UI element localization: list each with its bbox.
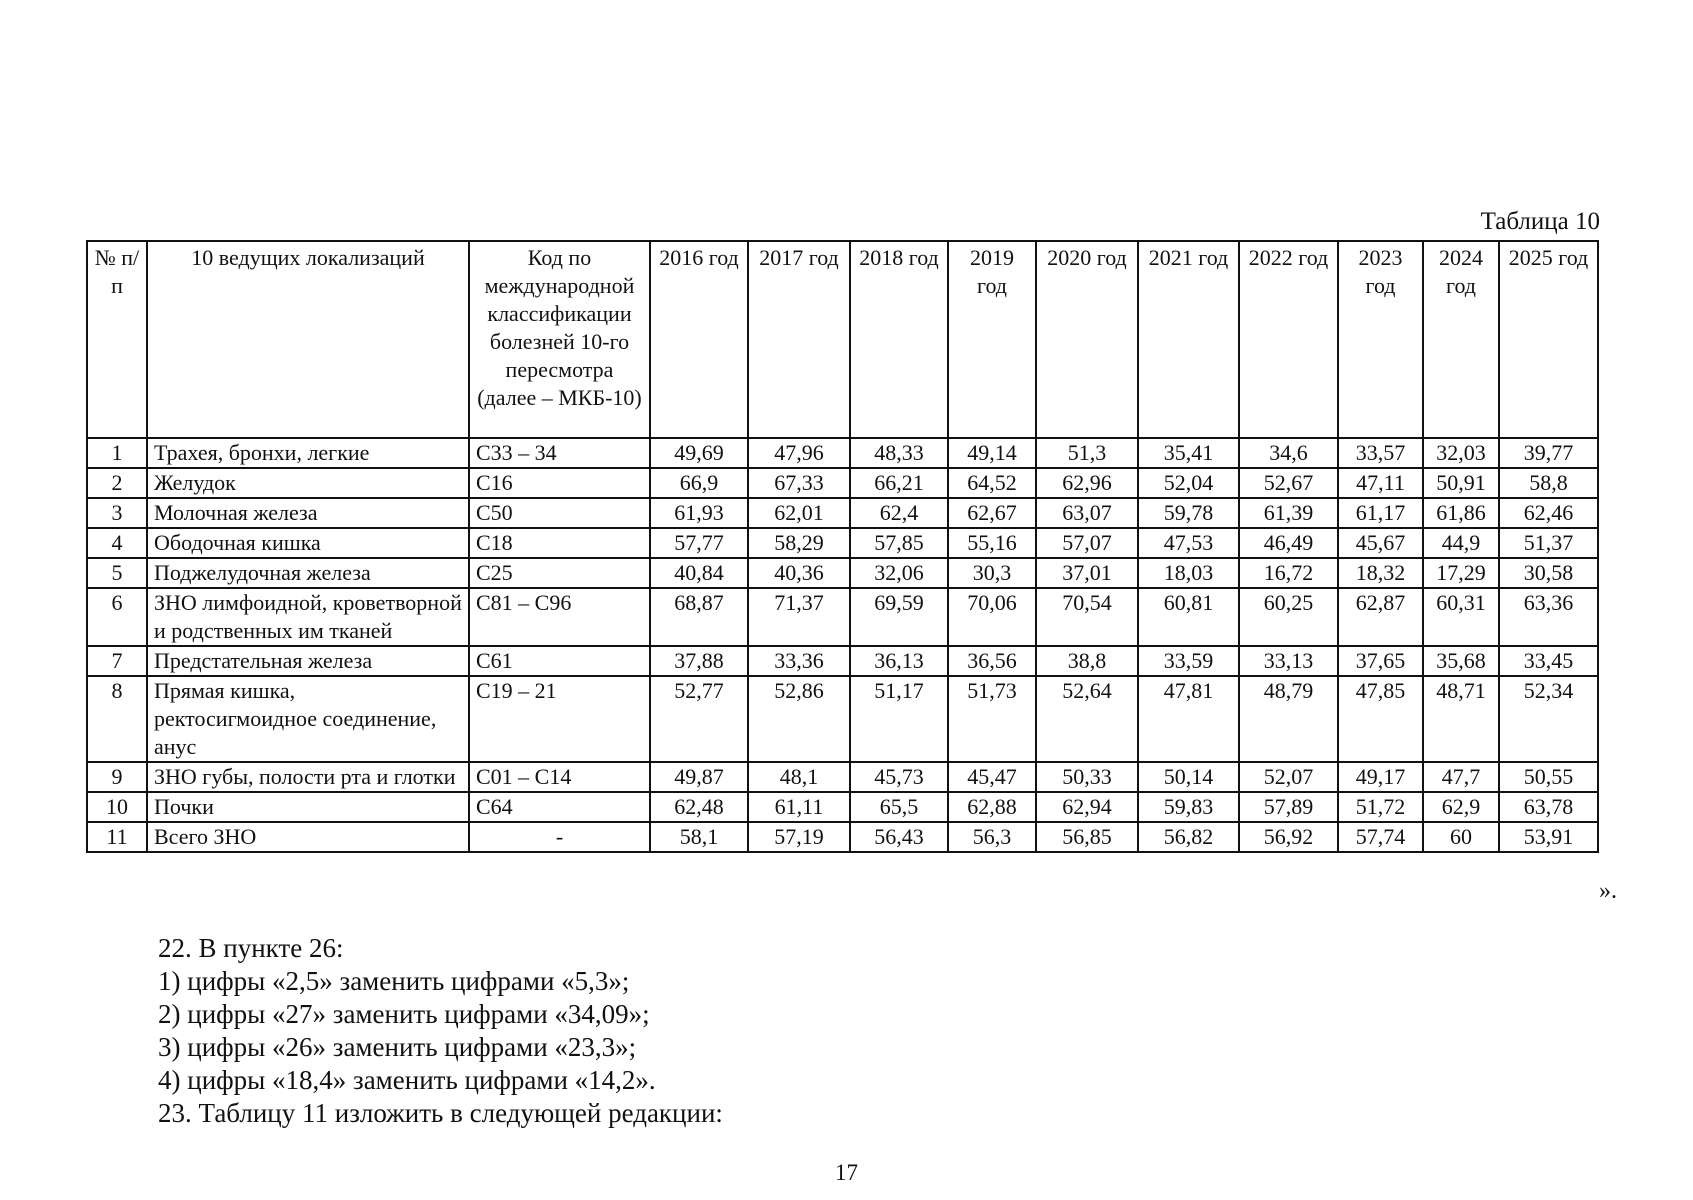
value-cell: 45,73 xyxy=(850,762,948,792)
localization-cell: Предстательная железа xyxy=(147,646,469,676)
value-cell: 40,36 xyxy=(748,558,850,588)
value-cell: 63,36 xyxy=(1499,588,1598,646)
header-cell: 2024 год xyxy=(1423,241,1499,438)
value-cell: 30,3 xyxy=(948,558,1036,588)
icd-code-cell: С25 xyxy=(469,558,650,588)
value-cell: 48,33 xyxy=(850,438,948,468)
value-cell: 60,31 xyxy=(1423,588,1499,646)
value-cell: 16,72 xyxy=(1239,558,1338,588)
value-cell: 17,29 xyxy=(1423,558,1499,588)
value-cell: 35,68 xyxy=(1423,646,1499,676)
value-cell: 66,21 xyxy=(850,468,948,498)
row-number-cell: 3 xyxy=(87,498,147,528)
value-cell: 46,49 xyxy=(1239,528,1338,558)
value-cell: 57,85 xyxy=(850,528,948,558)
value-cell: 63,07 xyxy=(1036,498,1138,528)
value-cell: 57,89 xyxy=(1239,792,1338,822)
value-cell: 34,6 xyxy=(1239,438,1338,468)
table-caption: Таблица 10 xyxy=(1480,208,1600,235)
value-cell: 70,06 xyxy=(948,588,1036,646)
table-row xyxy=(87,762,1598,792)
value-cell: 48,79 xyxy=(1239,676,1338,762)
value-cell: 57,74 xyxy=(1338,822,1423,852)
value-cell: 37,01 xyxy=(1036,558,1138,588)
value-cell: 51,3 xyxy=(1036,438,1138,468)
localization-cell: Всего ЗНО xyxy=(147,822,469,852)
closing-quote: ». xyxy=(1599,878,1617,904)
value-cell: 69,59 xyxy=(850,588,948,646)
localization-cell: Ободочная кишка xyxy=(147,528,469,558)
value-cell: 57,19 xyxy=(748,822,850,852)
value-cell: 35,41 xyxy=(1138,438,1239,468)
table-row xyxy=(87,528,1598,558)
value-cell: 63,78 xyxy=(1499,792,1598,822)
icd-code-cell: С64 xyxy=(469,792,650,822)
value-cell: 47,96 xyxy=(748,438,850,468)
value-cell: 60 xyxy=(1423,822,1499,852)
table-row xyxy=(87,676,1598,762)
row-number-cell: 6 xyxy=(87,588,147,646)
data-table xyxy=(86,240,1599,853)
header-cell: 10 ведущих локализаций xyxy=(147,241,469,438)
value-cell: 65,5 xyxy=(850,792,948,822)
localization-cell: Прямая кишка, ректосигмоидное соединение, анус xyxy=(147,676,469,762)
value-cell: 51,72 xyxy=(1338,792,1423,822)
value-cell: 18,03 xyxy=(1138,558,1239,588)
icd-code-cell: С81 – С96 xyxy=(469,588,650,646)
value-cell: 47,81 xyxy=(1138,676,1239,762)
value-cell: 52,67 xyxy=(1239,468,1338,498)
table-row xyxy=(87,822,1598,852)
value-cell: 64,52 xyxy=(948,468,1036,498)
value-cell: 62,67 xyxy=(948,498,1036,528)
value-cell: 33,59 xyxy=(1138,646,1239,676)
table-body xyxy=(87,438,1598,852)
value-cell: 47,53 xyxy=(1138,528,1239,558)
value-cell: 51,37 xyxy=(1499,528,1598,558)
table-header-row xyxy=(87,241,1598,438)
value-cell: 49,87 xyxy=(650,762,748,792)
value-cell: 62,01 xyxy=(748,498,850,528)
value-cell: 67,33 xyxy=(748,468,850,498)
header-cell: 2023 год xyxy=(1338,241,1423,438)
row-number-cell: 9 xyxy=(87,762,147,792)
value-cell: 45,67 xyxy=(1338,528,1423,558)
paragraph: 1) цифры «2,5» заменить цифрами «5,3»; xyxy=(158,966,630,996)
value-cell: 56,92 xyxy=(1239,822,1338,852)
value-cell: 18,32 xyxy=(1338,558,1423,588)
localization-cell: ЗНО лимфоидной, кроветворной и родственных им тканей xyxy=(147,588,469,646)
localization-cell: Молочная железа xyxy=(147,498,469,528)
value-cell: 52,77 xyxy=(650,676,748,762)
value-cell: 45,47 xyxy=(948,762,1036,792)
value-cell: 56,85 xyxy=(1036,822,1138,852)
value-cell: 52,64 xyxy=(1036,676,1138,762)
value-cell: 66,9 xyxy=(650,468,748,498)
value-cell: 33,36 xyxy=(748,646,850,676)
value-cell: 62,4 xyxy=(850,498,948,528)
value-cell: 58,1 xyxy=(650,822,748,852)
value-cell: 62,46 xyxy=(1499,498,1598,528)
value-cell: 57,07 xyxy=(1036,528,1138,558)
row-number-cell: 11 xyxy=(87,822,147,852)
value-cell: 49,69 xyxy=(650,438,748,468)
icd-code-cell: С01 – С14 xyxy=(469,762,650,792)
value-cell: 56,82 xyxy=(1138,822,1239,852)
table-row xyxy=(87,468,1598,498)
row-number-cell: 4 xyxy=(87,528,147,558)
value-cell: 32,03 xyxy=(1423,438,1499,468)
value-cell: 33,45 xyxy=(1499,646,1598,676)
value-cell: 50,91 xyxy=(1423,468,1499,498)
value-cell: 40,84 xyxy=(650,558,748,588)
value-cell: 49,14 xyxy=(948,438,1036,468)
header-cell: Код по международной классификации болезней 10-го пересмотра (далее – МКБ-10) xyxy=(469,241,650,438)
row-number-cell: 7 xyxy=(87,646,147,676)
row-number-cell: 8 xyxy=(87,676,147,762)
value-cell: 71,37 xyxy=(748,588,850,646)
page-number: 17 xyxy=(835,1160,858,1185)
localization-cell: ЗНО губы, полости рта и глотки xyxy=(147,762,469,792)
value-cell: 60,81 xyxy=(1138,588,1239,646)
localization-cell: Трахея, бронхи, легкие xyxy=(147,438,469,468)
value-cell: 36,56 xyxy=(948,646,1036,676)
value-cell: 39,77 xyxy=(1499,438,1598,468)
localization-cell: Желудок xyxy=(147,468,469,498)
table-row xyxy=(87,646,1598,676)
header-cell: № п/п xyxy=(87,241,147,438)
value-cell: 55,16 xyxy=(948,528,1036,558)
value-cell: 47,85 xyxy=(1338,676,1423,762)
value-cell: 47,7 xyxy=(1423,762,1499,792)
value-cell: 37,88 xyxy=(650,646,748,676)
header-cell: 2022 год xyxy=(1239,241,1338,438)
table-row xyxy=(87,588,1598,646)
value-cell: 62,96 xyxy=(1036,468,1138,498)
value-cell: 52,07 xyxy=(1239,762,1338,792)
header-cell: 2021 год xyxy=(1138,241,1239,438)
paragraph: 3) цифры «26» заменить цифрами «23,3»; xyxy=(158,1032,637,1062)
value-cell: 58,8 xyxy=(1499,468,1598,498)
value-cell: 51,17 xyxy=(850,676,948,762)
value-cell: 62,87 xyxy=(1338,588,1423,646)
localization-cell: Почки xyxy=(147,792,469,822)
value-cell: 51,73 xyxy=(948,676,1036,762)
table-container xyxy=(86,240,1599,853)
value-cell: 38,8 xyxy=(1036,646,1138,676)
value-cell: 36,13 xyxy=(850,646,948,676)
value-cell: 62,94 xyxy=(1036,792,1138,822)
header-cell: 2019 год xyxy=(948,241,1036,438)
header-cell: 2020 год xyxy=(1036,241,1138,438)
value-cell: 70,54 xyxy=(1036,588,1138,646)
value-cell: 50,55 xyxy=(1499,762,1598,792)
value-cell: 61,11 xyxy=(748,792,850,822)
value-cell: 53,91 xyxy=(1499,822,1598,852)
paragraph: 2) цифры «27» заменить цифрами «34,09»; xyxy=(158,999,650,1029)
row-number-cell: 1 xyxy=(87,438,147,468)
value-cell: 30,58 xyxy=(1499,558,1598,588)
header-cell: 2016 год xyxy=(650,241,748,438)
paragraph: 22. В пункте 26: xyxy=(158,933,344,963)
icd-code-cell: С19 – 21 xyxy=(469,676,650,762)
value-cell: 50,33 xyxy=(1036,762,1138,792)
icd-code-cell: С33 – 34 xyxy=(469,438,650,468)
value-cell: 37,65 xyxy=(1338,646,1423,676)
value-cell: 62,88 xyxy=(948,792,1036,822)
value-cell: 60,25 xyxy=(1239,588,1338,646)
value-cell: 52,34 xyxy=(1499,676,1598,762)
header-cell: 2017 год xyxy=(748,241,850,438)
table-row xyxy=(87,558,1598,588)
value-cell: 61,93 xyxy=(650,498,748,528)
value-cell: 61,39 xyxy=(1239,498,1338,528)
header-cell: 2025 год xyxy=(1499,241,1598,438)
value-cell: 56,3 xyxy=(948,822,1036,852)
paragraph: 4) цифры «18,4» заменить цифрами «14,2». xyxy=(158,1065,656,1095)
localization-cell: Поджелудочная железа xyxy=(147,558,469,588)
value-cell: 49,17 xyxy=(1338,762,1423,792)
value-cell: 62,48 xyxy=(650,792,748,822)
value-cell: 33,13 xyxy=(1239,646,1338,676)
icd-code-cell: С50 xyxy=(469,498,650,528)
value-cell: 59,78 xyxy=(1138,498,1239,528)
value-cell: 58,29 xyxy=(748,528,850,558)
value-cell: 44,9 xyxy=(1423,528,1499,558)
icd-code-cell: С18 xyxy=(469,528,650,558)
row-number-cell: 10 xyxy=(87,792,147,822)
row-number-cell: 2 xyxy=(87,468,147,498)
value-cell: 68,87 xyxy=(650,588,748,646)
value-cell: 61,17 xyxy=(1338,498,1423,528)
header-cell: 2018 год xyxy=(850,241,948,438)
value-cell: 50,14 xyxy=(1138,762,1239,792)
table-row xyxy=(87,498,1598,528)
value-cell: 48,71 xyxy=(1423,676,1499,762)
icd-code-cell: - xyxy=(469,822,650,852)
icd-code-cell: С61 xyxy=(469,646,650,676)
table-row xyxy=(87,438,1598,468)
value-cell: 52,86 xyxy=(748,676,850,762)
value-cell: 59,83 xyxy=(1138,792,1239,822)
value-cell: 47,11 xyxy=(1338,468,1423,498)
table-row xyxy=(87,792,1598,822)
value-cell: 56,43 xyxy=(850,822,948,852)
value-cell: 61,86 xyxy=(1423,498,1499,528)
icd-code-cell: С16 xyxy=(469,468,650,498)
row-number-cell: 5 xyxy=(87,558,147,588)
value-cell: 52,04 xyxy=(1138,468,1239,498)
value-cell: 33,57 xyxy=(1338,438,1423,468)
value-cell: 57,77 xyxy=(650,528,748,558)
value-cell: 62,9 xyxy=(1423,792,1499,822)
value-cell: 48,1 xyxy=(748,762,850,792)
value-cell: 32,06 xyxy=(850,558,948,588)
paragraph: 23. Таблицу 11 изложить в следующей редакции: xyxy=(158,1098,723,1128)
